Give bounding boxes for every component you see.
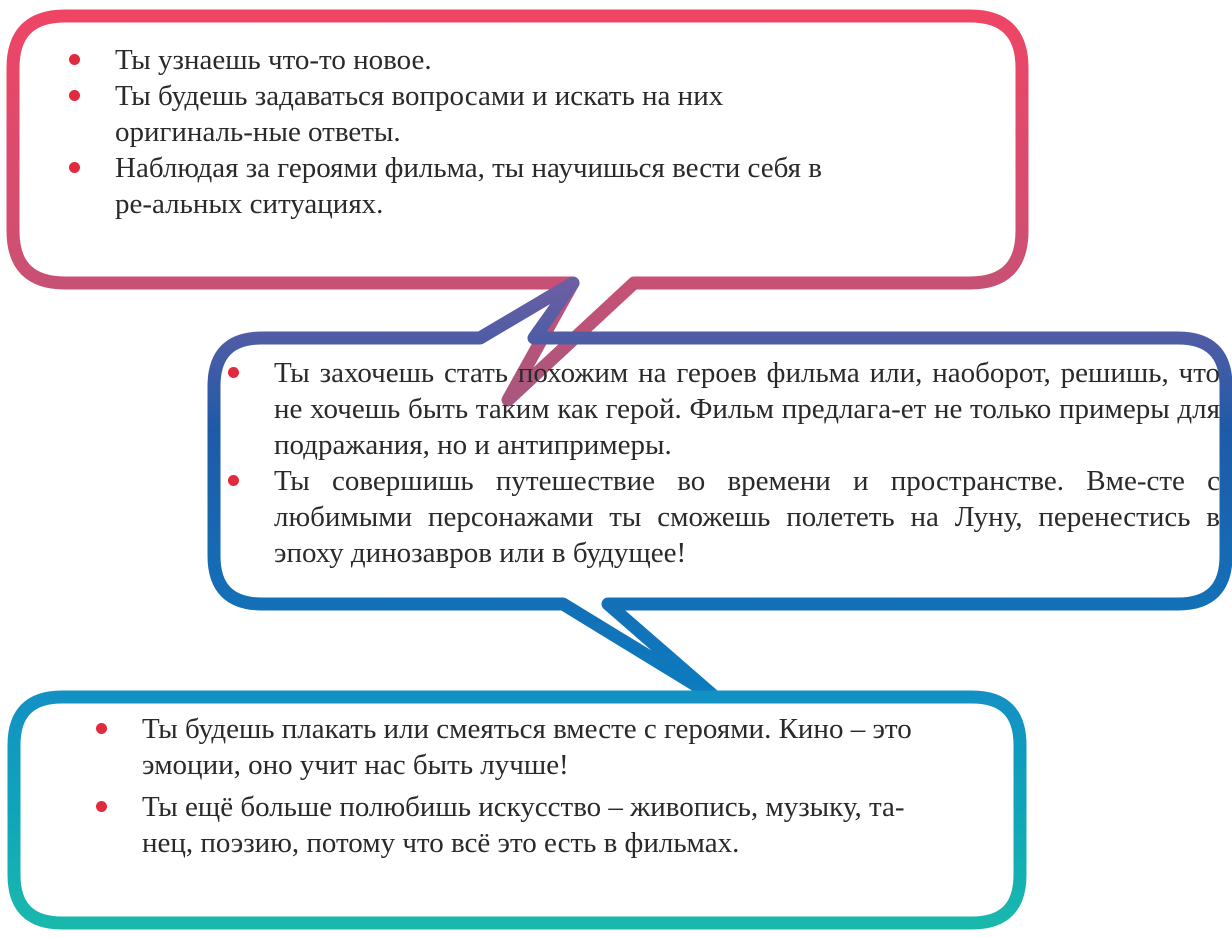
- list-item: [57, 42, 857, 78]
- bullet-icon: [69, 162, 80, 173]
- list-item-text: Ты захочешь стать похожим на героев фильма или, наоборот, решишь, что не хочешь быть таким как герой. Фильм предлага-ет не только примеры для подражания, но и антипримеры.: [274, 357, 1220, 461]
- bubble-top-list: [57, 42, 857, 222]
- bullet-icon: [69, 90, 80, 101]
- bullet-icon: [228, 475, 239, 486]
- list-item: [216, 463, 1220, 571]
- list-item-text: Ты ещё больше полюбишь искусство – живопись, музыку, та-нец, поэзию, потому что всё это есть в фильмах.: [142, 791, 905, 859]
- list-item-text: Ты узнаешь что-то новое.: [115, 44, 432, 76]
- bullet-icon: [96, 723, 107, 734]
- list-item: [57, 78, 857, 150]
- list-item-text: Ты будешь задаваться вопросами и искать на них оригиналь-ные ответы.: [115, 80, 724, 148]
- list-item: [84, 789, 944, 861]
- bubble-bottom-list: [84, 711, 944, 861]
- list-item-text: Ты будешь плакать или смеяться вместе с героями. Кино – это эмоции, оно учит нас быть лучше!: [142, 713, 912, 781]
- list-item-text: Ты совершишь путешествие во времени и пространстве. Вме-сте с любимыми персонажами ты сможешь полететь на Луну, перенестись в эпоху динозавров или в будущее!: [274, 465, 1220, 569]
- bullet-icon: [96, 801, 107, 812]
- bullet-icon: [228, 367, 239, 378]
- list-item: [57, 150, 857, 222]
- bubble-middle-list: [216, 355, 1220, 571]
- list-item: [84, 711, 944, 783]
- list-item: [216, 355, 1220, 463]
- list-item-text: Наблюдая за героями фильма, ты научишься вести себя в ре-альных ситуациях.: [115, 152, 822, 220]
- bullet-icon: [69, 54, 80, 65]
